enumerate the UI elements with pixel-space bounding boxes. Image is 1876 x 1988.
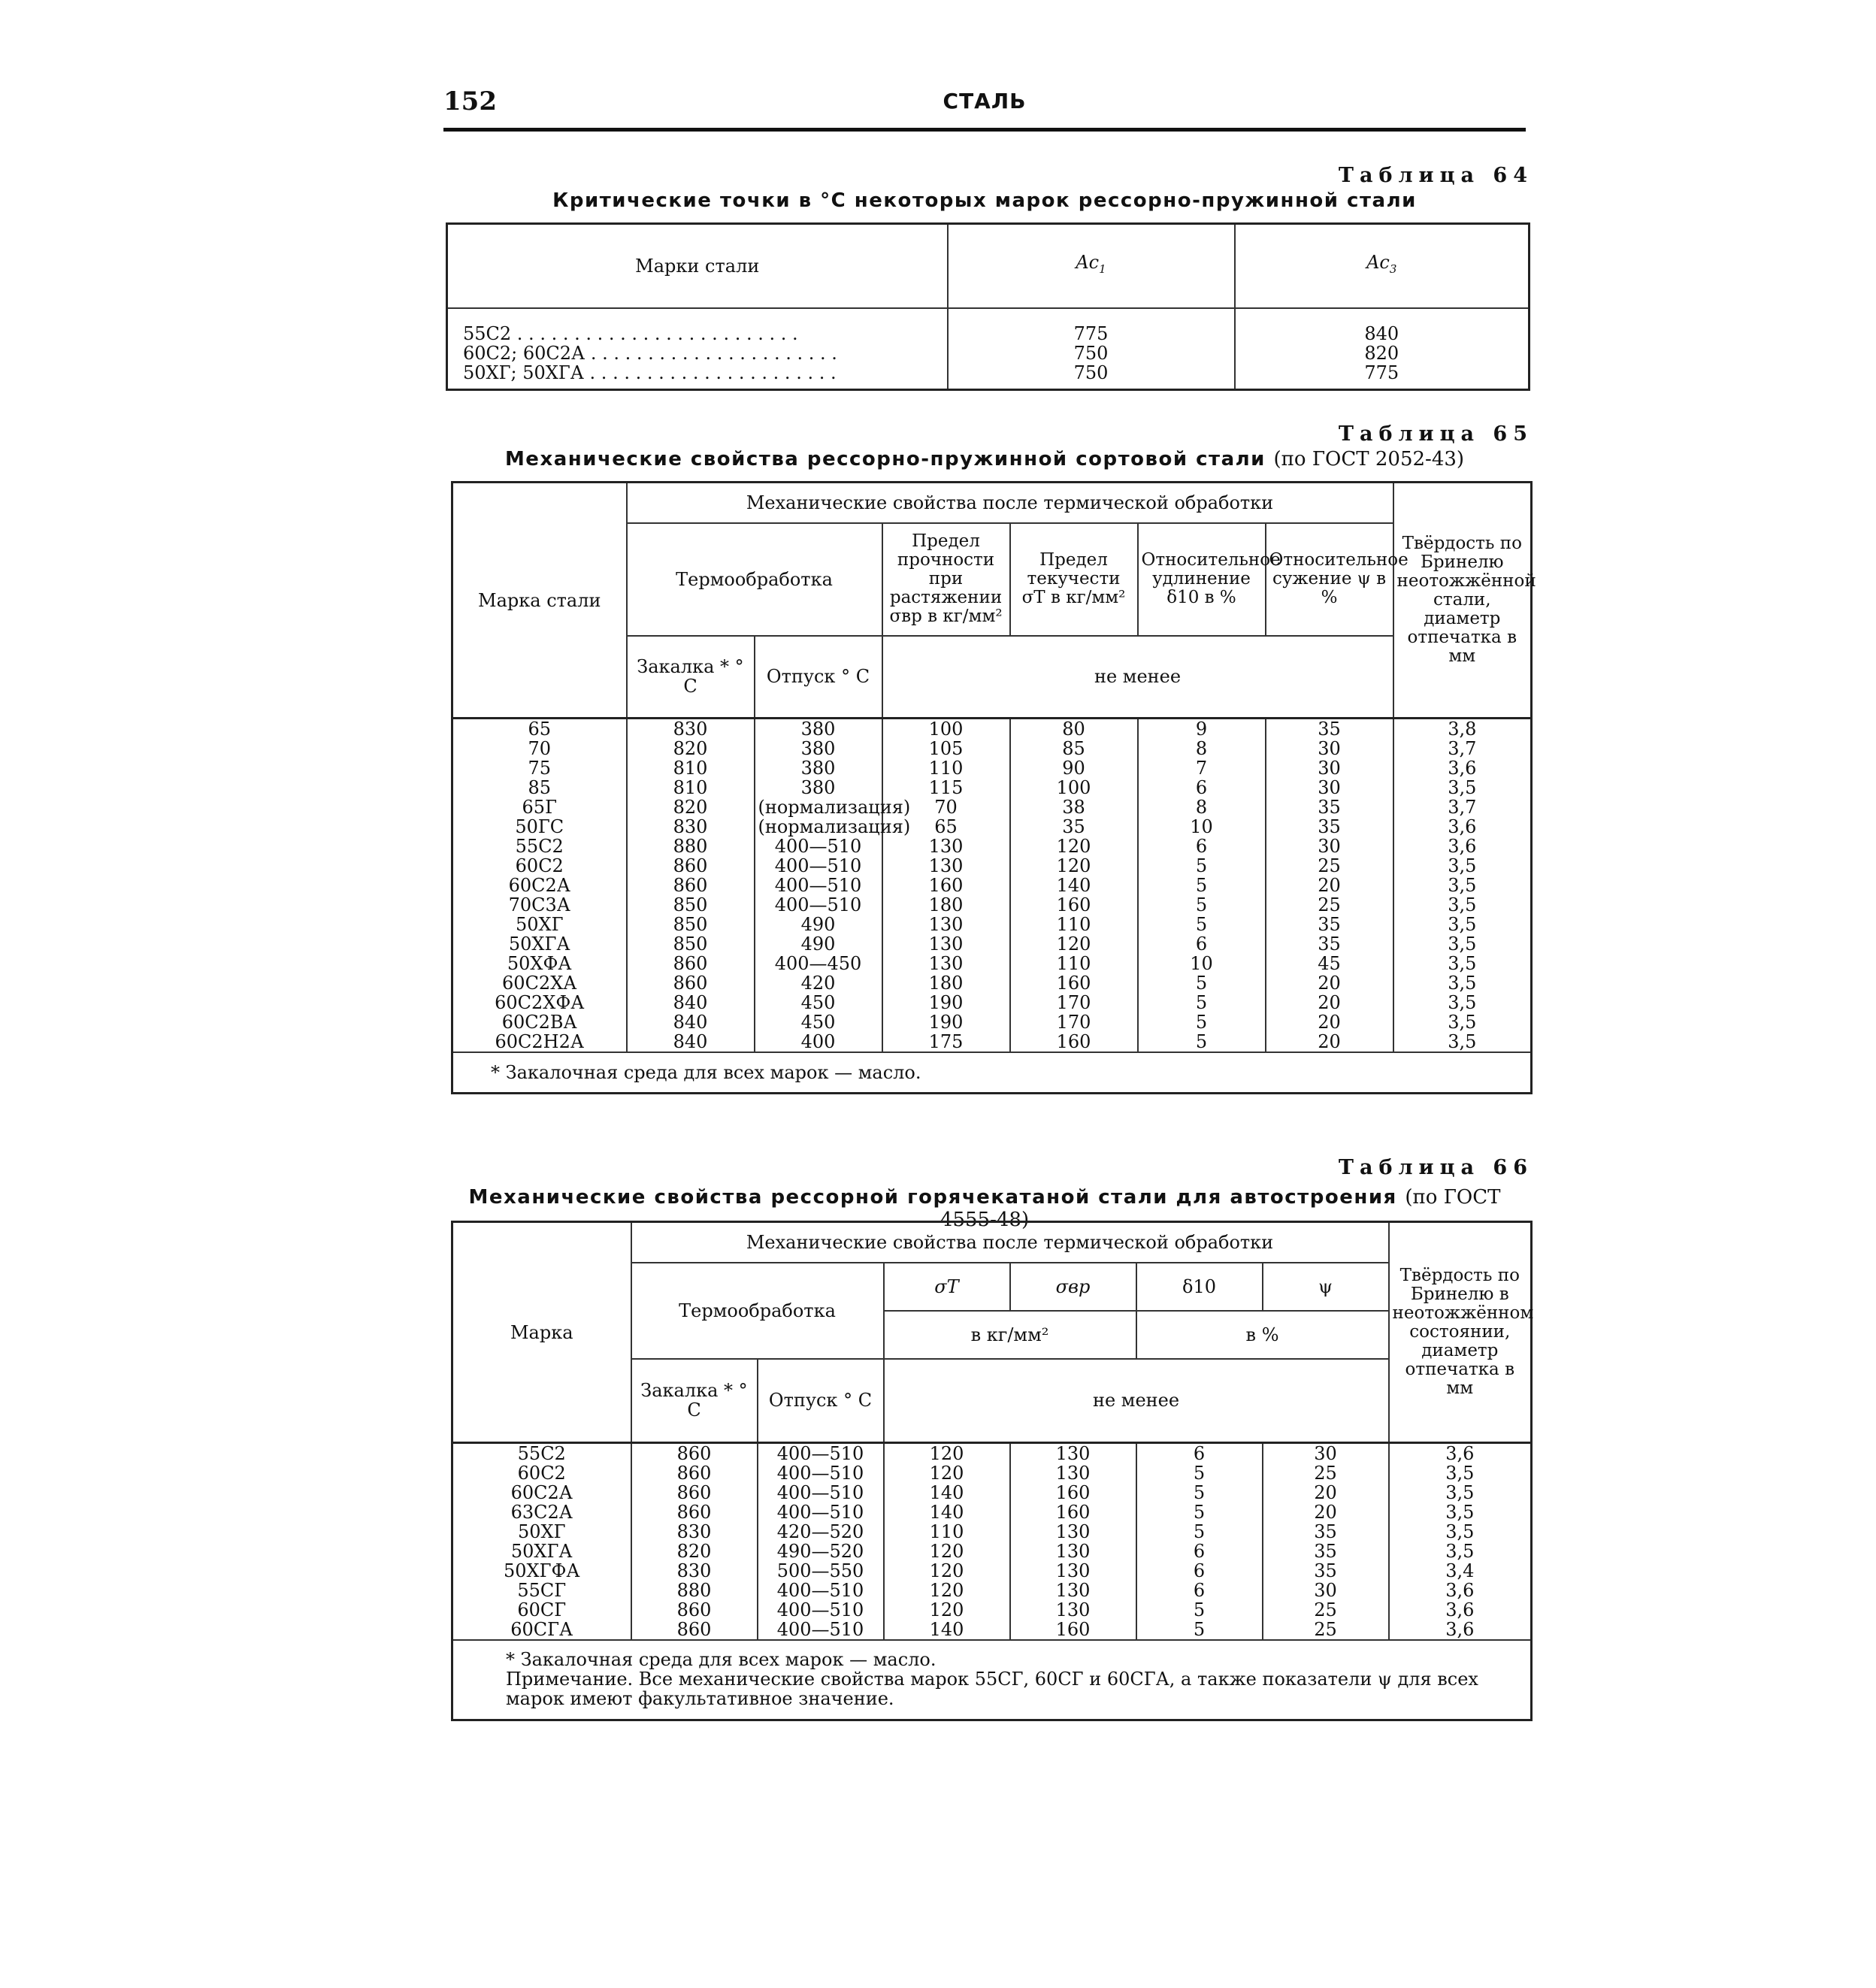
table-cell: 35 — [1314, 1560, 1337, 1581]
table65-header-yield: Предел текучести σT в кг/мм² — [1010, 523, 1138, 636]
table-cell: 6 — [1195, 933, 1208, 955]
table-cell: 130 — [1055, 1443, 1091, 1464]
table-cell: 400—510 — [776, 1482, 864, 1503]
table65-header-reduct: Относительное сужение ψ в % — [1266, 523, 1393, 636]
table-cell: 130 — [928, 953, 964, 974]
table-cell: 5 — [1195, 1012, 1208, 1033]
table-cell: 3,4 — [1445, 1560, 1475, 1581]
table-cell: 850 — [673, 933, 708, 955]
table66-header-grade: Марка — [452, 1222, 631, 1443]
table64-ac3-value: 820 — [1364, 342, 1399, 364]
table-cell: 7 — [1195, 758, 1208, 779]
table-cell: 130 — [1055, 1560, 1091, 1581]
running-head — [443, 83, 1526, 132]
table-cell: 840 — [673, 1031, 708, 1052]
table-cell: 6 — [1193, 1541, 1206, 1562]
table-cell: 65 — [934, 816, 958, 837]
table-cell: 35 — [1318, 719, 1341, 740]
table65-caption-bold: Механические свойства рессорно-пружинной сортовой стали — [504, 448, 1266, 471]
table65-header-hardness: Твёрдость по Бринелю неотожжённой стали, диаметр отпечатка в мм — [1393, 483, 1532, 719]
table-cell: 820 — [673, 797, 708, 818]
table-cell: 3,8 — [1448, 719, 1477, 740]
table-cell: 490 — [800, 914, 836, 935]
table-cell: 110 — [1056, 914, 1091, 935]
table-cell: 5 — [1195, 875, 1208, 896]
table-cell: 30 — [1318, 836, 1341, 857]
table-cell: 5 — [1195, 992, 1208, 1013]
table-cell: 3,6 — [1448, 836, 1477, 857]
table-cell: 5 — [1193, 1463, 1206, 1484]
table-cell: 60С2Н2А — [495, 1031, 585, 1052]
table-cell: 160 — [1056, 1031, 1091, 1052]
table65-col-temper — [758, 719, 911, 1052]
table66-header-not-less: не менее — [884, 1359, 1389, 1443]
table-cell: 10 — [1190, 816, 1213, 837]
table65-footnote: * Закалочная среда для всех марок — масло. — [452, 1052, 1532, 1093]
table-cell: 30 — [1314, 1580, 1337, 1601]
table-cell: 25 — [1314, 1599, 1337, 1620]
table-cell: 70 — [528, 738, 552, 759]
table-cell: 820 — [676, 1541, 712, 1562]
table66-note: Примечание. Все механические свойства марок 55СГ, 60СГ и 60СГА, а также показатели ψ для всех марок имеют факультативное значение. — [506, 1669, 1478, 1709]
table66-col-sigma-vr — [1014, 1444, 1133, 1639]
table66-header-heat: Термообработка — [631, 1263, 884, 1359]
table-cell: 50ХГА — [510, 1541, 573, 1562]
table-cell: 450 — [800, 1012, 836, 1033]
table-cell: 160 — [1056, 894, 1091, 915]
table-cell: 860 — [673, 875, 708, 896]
table-cell: 120 — [929, 1580, 964, 1601]
table66-caption-bold: Механические свойства рессорной горячекатаной стали для автостроения — [468, 1186, 1397, 1209]
table-cell: 160 — [1055, 1502, 1091, 1523]
table66-notes — [452, 1640, 1532, 1720]
table-cell: 860 — [676, 1599, 712, 1620]
table-cell: 3,6 — [1445, 1619, 1475, 1640]
table-cell: 50ХГА — [508, 933, 570, 955]
table-cell: 3,5 — [1448, 973, 1477, 994]
table-cell: 850 — [673, 914, 708, 935]
table-cell: 60С2ХФА — [495, 992, 585, 1013]
table-cell: 400—510 — [774, 855, 862, 876]
table-cell: 110 — [1056, 953, 1091, 974]
table-cell: 400—510 — [776, 1599, 864, 1620]
table-cell: 9 — [1195, 719, 1208, 740]
table-cell: 5 — [1193, 1482, 1206, 1503]
table-cell: 6 — [1193, 1560, 1206, 1581]
table-cell: 400—510 — [776, 1580, 864, 1601]
table66-header-psi: ψ — [1263, 1263, 1389, 1311]
table-cell: 65 — [528, 719, 552, 740]
table-cell: 130 — [928, 836, 964, 857]
table-cell: 400 — [800, 1031, 836, 1052]
table-cell: 8 — [1195, 738, 1208, 759]
table-cell: 120 — [929, 1599, 964, 1620]
table-cell: 60СГА — [510, 1619, 573, 1640]
table-cell: 55С2 — [517, 1443, 566, 1464]
table65 — [451, 481, 1536, 1094]
table-cell: 120 — [1056, 836, 1091, 857]
table-cell: 400—510 — [774, 894, 862, 915]
table-cell: 120 — [929, 1463, 964, 1484]
table-cell: 25 — [1314, 1463, 1337, 1484]
table-cell: 130 — [1055, 1580, 1091, 1601]
table-cell: 5 — [1193, 1619, 1206, 1640]
table66-col-psi — [1266, 1444, 1385, 1639]
table-cell: 5 — [1193, 1502, 1206, 1523]
table-cell: 50ХФА — [507, 953, 572, 974]
table-cell: 20 — [1318, 973, 1341, 994]
table-cell: 50ХГ — [515, 914, 564, 935]
table-cell: 75 — [528, 758, 552, 779]
table-cell: 120 — [1056, 933, 1091, 955]
table66-label: Таблица 66 — [1338, 1156, 1533, 1179]
table-cell: 3,5 — [1445, 1482, 1475, 1503]
table-cell: 35 — [1318, 914, 1341, 935]
table-cell: 3,6 — [1445, 1599, 1475, 1620]
table-cell: 490 — [800, 933, 836, 955]
table-cell: 5 — [1195, 894, 1208, 915]
table65-header-elong: Относительное удлинение δ10 в % — [1138, 523, 1266, 636]
table-cell: 160 — [1056, 973, 1091, 994]
table-cell: 380 — [800, 719, 836, 740]
table-cell: 3,5 — [1448, 992, 1477, 1013]
table-row: 55С2 . . . . . . . . . . . . . . . . . . . . . . . . . — [463, 323, 798, 344]
table66-header-quench: Закалка * ° С — [631, 1359, 758, 1443]
table-cell: 380 — [800, 738, 836, 759]
table66-col-delta — [1140, 1444, 1259, 1639]
table-cell: 25 — [1314, 1619, 1337, 1640]
table-cell: 3,5 — [1448, 875, 1477, 896]
table-cell: 8 — [1195, 797, 1208, 818]
table64-ac3-value: 840 — [1364, 322, 1399, 344]
table-cell: 3,6 — [1445, 1443, 1475, 1464]
table-cell: 190 — [928, 992, 964, 1013]
table66-header-mech: Механические свойства после термической обработки — [631, 1222, 1389, 1263]
table66-caption-gost: (по ГОСТ 4555-48) — [940, 1186, 1501, 1231]
table-cell: 60СГ — [517, 1599, 567, 1620]
table-cell: 3,5 — [1448, 894, 1477, 915]
table-cell: 420—520 — [776, 1521, 864, 1542]
table-cell: 860 — [676, 1502, 712, 1523]
table-cell: 830 — [676, 1521, 712, 1542]
table-cell: 380 — [800, 758, 836, 779]
table-cell: 3,6 — [1448, 816, 1477, 837]
table-cell: 140 — [1056, 875, 1091, 896]
running-title: СТАЛЬ — [943, 89, 1027, 113]
table-cell: 830 — [676, 1560, 712, 1581]
table-cell: 820 — [673, 738, 708, 759]
table64 — [446, 222, 1530, 391]
table66-col-grade — [456, 1444, 628, 1639]
table-cell: 3,5 — [1448, 1012, 1477, 1033]
table-cell: 3,6 — [1445, 1580, 1475, 1601]
table-cell: 60С2ВА — [501, 1012, 577, 1033]
table-cell: 3,5 — [1445, 1541, 1475, 1562]
table-cell: 130 — [928, 914, 964, 935]
table-cell: 840 — [673, 1012, 708, 1033]
table-cell: 160 — [928, 875, 964, 896]
table-cell: 120 — [1056, 855, 1091, 876]
table-cell: 38 — [1062, 797, 1085, 818]
table-cell: 90 — [1062, 758, 1085, 779]
table-cell: 5 — [1193, 1521, 1206, 1542]
table-cell: 400—510 — [776, 1443, 864, 1464]
table64-ac3-value: 775 — [1364, 362, 1399, 383]
table-cell: 140 — [929, 1502, 964, 1523]
table-cell: 25 — [1318, 894, 1341, 915]
table-cell: 85 — [1062, 738, 1085, 759]
table64-label: Таблица 64 — [1338, 164, 1533, 187]
table-cell: 170 — [1056, 992, 1091, 1013]
table-cell: 35 — [1314, 1521, 1337, 1542]
table-cell: 5 — [1195, 973, 1208, 994]
table-cell: 60С2 — [517, 1463, 566, 1484]
table65-header-temper: Отпуск ° С — [755, 636, 882, 719]
table-cell: 130 — [1055, 1521, 1091, 1542]
table-cell: 400—510 — [776, 1502, 864, 1523]
table66-col-quench — [635, 1444, 754, 1639]
table-cell: 30 — [1318, 777, 1341, 798]
table-cell: 400—510 — [776, 1463, 864, 1484]
table-cell: 35 — [1062, 816, 1085, 837]
table65-header-grade: Марка стали — [452, 483, 627, 719]
table65-header-mech: Механические свойства после термической обработки — [627, 483, 1393, 523]
table-cell: 380 — [800, 777, 836, 798]
table-cell: 55С2 — [515, 836, 564, 857]
table-cell: 830 — [673, 719, 708, 740]
table-cell: 160 — [1055, 1619, 1091, 1640]
table64-ac1-value: 750 — [1073, 362, 1109, 383]
table-cell: 810 — [673, 777, 708, 798]
table-cell: 5 — [1193, 1599, 1206, 1620]
table-cell: 20 — [1314, 1502, 1337, 1523]
table-cell: 45 — [1318, 953, 1341, 974]
table-cell: 6 — [1193, 1580, 1206, 1601]
table-cell: 880 — [676, 1580, 712, 1601]
table65-header-not-less: не менее — [882, 636, 1393, 719]
table-cell: 100 — [1056, 777, 1091, 798]
table-cell: 5 — [1195, 914, 1208, 935]
table-cell: 490—520 — [776, 1541, 864, 1562]
table-cell: 860 — [676, 1443, 712, 1464]
table-cell: 400—510 — [774, 836, 862, 857]
table-cell: 190 — [928, 1012, 964, 1033]
table-cell: 35 — [1318, 797, 1341, 818]
table-cell: 3,5 — [1445, 1521, 1475, 1542]
table65-caption-gost: (по ГОСТ 2052-43) — [1273, 448, 1465, 471]
table-cell: 6 — [1195, 777, 1208, 798]
table-cell: 20 — [1318, 1012, 1341, 1033]
table-cell: 20 — [1314, 1482, 1337, 1503]
table64-caption: Критические точки в °С некоторых марок рессорно-пружинной стали — [552, 189, 1417, 212]
table-cell: 80 — [1062, 719, 1085, 740]
table-cell: 840 — [673, 992, 708, 1013]
table-cell: 850 — [673, 894, 708, 915]
table-cell: 120 — [929, 1560, 964, 1581]
table-cell: 860 — [676, 1463, 712, 1484]
table-cell: 860 — [673, 855, 708, 876]
table-cell: 60С2 — [515, 855, 564, 876]
table-cell: 3,5 — [1448, 1031, 1477, 1052]
table65-label: Таблица 65 — [1338, 422, 1533, 446]
table-cell: 420 — [800, 973, 836, 994]
table-cell: 6 — [1193, 1443, 1206, 1464]
table65-header-heat: Термообработка — [627, 523, 882, 636]
table-cell: 85 — [528, 777, 552, 798]
table-cell: 63С2А — [510, 1502, 573, 1523]
table-cell: 115 — [928, 777, 964, 798]
table66-col-temper — [761, 1444, 880, 1639]
table-cell: 3,7 — [1448, 738, 1477, 759]
table-cell: 10 — [1190, 953, 1213, 974]
table-cell: 60С2А — [510, 1482, 573, 1503]
table-cell: 180 — [928, 894, 964, 915]
table65-col-hardness — [1397, 719, 1528, 1051]
table-cell: 20 — [1318, 1031, 1341, 1052]
table-cell: 50ХГФА — [503, 1560, 580, 1581]
table-cell: 3,5 — [1448, 777, 1477, 798]
table-cell: 130 — [1055, 1541, 1091, 1562]
table-cell: 35 — [1318, 816, 1341, 837]
table-cell: 100 — [928, 719, 964, 740]
table-cell: 450 — [800, 992, 836, 1013]
table-cell: 3,5 — [1448, 953, 1477, 974]
table65-header-quench: Закалка * ° С — [627, 636, 755, 719]
table-cell: 25 — [1318, 855, 1341, 876]
table-cell: 180 — [928, 973, 964, 994]
table-cell: 110 — [929, 1521, 964, 1542]
table65-col-ultimate — [886, 719, 1006, 1051]
table-cell: 860 — [673, 953, 708, 974]
table65-col-quench — [631, 719, 751, 1051]
table-cell: (нормализация) — [758, 797, 911, 818]
table66-header-unit-pct: в % — [1136, 1311, 1389, 1359]
table64-header-grade: Марки стали — [447, 224, 948, 308]
table-cell: 130 — [928, 933, 964, 955]
table66-header-sigma-vr: σвр — [1010, 1263, 1136, 1311]
table-cell: 20 — [1318, 992, 1341, 1013]
table65-col-reduct — [1269, 719, 1390, 1051]
table65-col-elong — [1142, 719, 1262, 1051]
table66-header-unit-kg: в кг/мм² — [884, 1311, 1136, 1359]
table-cell: 3,5 — [1448, 855, 1477, 876]
table65-col-grade — [456, 719, 623, 1051]
table-cell: 175 — [928, 1031, 964, 1052]
table-cell: (нормализация) — [758, 816, 911, 837]
table-cell: 3,5 — [1448, 914, 1477, 935]
table-row: 50ХГ; 50ХГА . . . . . . . . . . . . . . . . . . . . . . — [463, 362, 837, 383]
table-cell: 170 — [1056, 1012, 1091, 1033]
table-cell: 880 — [673, 836, 708, 857]
table66-header-temper: Отпуск ° С — [758, 1359, 884, 1443]
table-cell: 860 — [676, 1619, 712, 1640]
table65-caption — [443, 448, 1526, 471]
table65-header-ultimate: Предел прочности при растяжении σвр в кг/мм² — [882, 523, 1010, 636]
table-cell: 50ХГ — [517, 1521, 566, 1542]
table66-header-delta: δ10 — [1136, 1263, 1263, 1311]
table-cell: 860 — [676, 1482, 712, 1503]
table-cell: 50ГС — [515, 816, 564, 837]
table-cell: 400—510 — [776, 1619, 864, 1640]
table64-ac1-value: 775 — [1073, 322, 1109, 344]
table-cell: 55СГ — [517, 1580, 567, 1601]
table-cell: 5 — [1195, 1031, 1208, 1052]
table-cell: 35 — [1314, 1541, 1337, 1562]
table-cell: 810 — [673, 758, 708, 779]
table-cell: 105 — [928, 738, 964, 759]
table-cell: 500—550 — [776, 1560, 864, 1581]
table-cell: 130 — [1055, 1463, 1091, 1484]
table-cell: 3,5 — [1445, 1463, 1475, 1484]
table66-col-hardness — [1393, 1444, 1528, 1639]
table-cell: 120 — [929, 1541, 964, 1562]
table64-ac1-value: 750 — [1073, 342, 1109, 364]
table-cell: 400—510 — [774, 875, 862, 896]
table-cell: 30 — [1318, 758, 1341, 779]
table66-header-sigma-t: σT — [884, 1263, 1010, 1311]
table-cell: 65Г — [522, 797, 557, 818]
table64-header-ac1: $Ac_1$ — [948, 224, 1235, 308]
table-cell: 140 — [929, 1482, 964, 1503]
table-cell: 160 — [1055, 1482, 1091, 1503]
table-cell: 3,5 — [1445, 1502, 1475, 1523]
table-cell: 70С3А — [508, 894, 570, 915]
table-cell: 30 — [1318, 738, 1341, 759]
table-cell: 830 — [673, 816, 708, 837]
table-cell: 35 — [1318, 933, 1341, 955]
table-cell: 60С2ХА — [502, 973, 577, 994]
table-cell: 5 — [1195, 855, 1208, 876]
table-cell: 130 — [1055, 1599, 1091, 1620]
table-cell: 110 — [928, 758, 964, 779]
table-cell: 130 — [928, 855, 964, 876]
table66 — [451, 1221, 1533, 1721]
table66-col-sigma-t — [888, 1444, 1006, 1639]
table-cell: 20 — [1318, 875, 1341, 896]
table-cell: 3,5 — [1448, 933, 1477, 955]
table-cell: 30 — [1314, 1443, 1337, 1464]
page-number: 152 — [443, 86, 497, 116]
table64-header-ac3: $Ac_3$ — [1235, 224, 1530, 308]
table-row: 60С2; 60С2А . . . . . . . . . . . . . . . . . . . . . . — [463, 342, 837, 364]
table-cell: 120 — [929, 1443, 964, 1464]
table66-footnote: * Закалочная среда для всех марок — масло. — [506, 1649, 936, 1670]
table-cell: 3,6 — [1448, 758, 1477, 779]
table-cell: 60С2А — [508, 875, 570, 896]
table66-header-hardness: Твёрдость по Бринелю в неотожжённом состоянии, диаметр отпечатка в мм — [1389, 1222, 1532, 1443]
table-cell: 3,7 — [1448, 797, 1477, 818]
table-cell: 400—450 — [774, 953, 862, 974]
table-cell: 6 — [1195, 836, 1208, 857]
table-cell: 140 — [929, 1619, 964, 1640]
table-cell: 860 — [673, 973, 708, 994]
table-cell: 70 — [934, 797, 958, 818]
table65-col-yield — [1014, 719, 1134, 1051]
